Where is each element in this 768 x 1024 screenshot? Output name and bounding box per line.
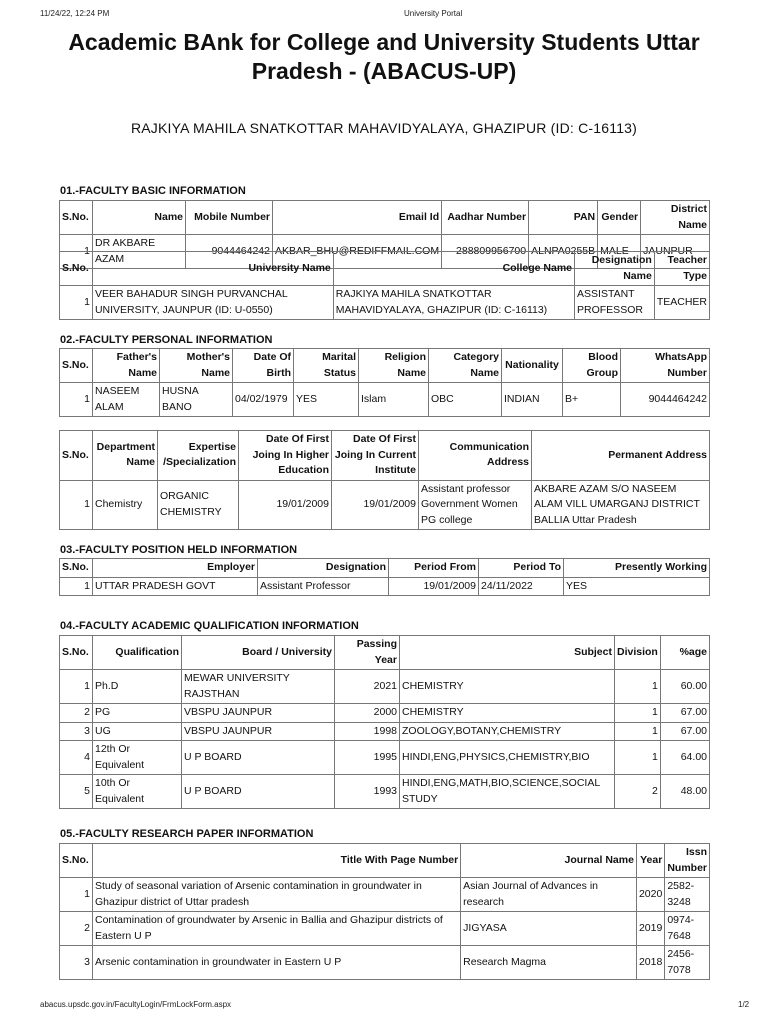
cell-subject: HINDI,ENG,MATH,BIO,SCIENCE,SOCIAL STUDY bbox=[400, 775, 615, 809]
col-religion: Religion Name bbox=[359, 349, 429, 383]
col-sno: S.No. bbox=[60, 201, 93, 235]
cell-sno: 2 bbox=[60, 704, 93, 723]
col-sno: S.No. bbox=[60, 559, 93, 578]
cell-division: 1 bbox=[615, 670, 661, 704]
cell-subject: CHEMISTRY bbox=[400, 670, 615, 704]
college-heading: RAJKIYA MAHILA SNATKOTTAR MAHAVIDYALAYA, GHAZIPUR (ID: C-16113) bbox=[130, 120, 638, 136]
cell-year: 1995 bbox=[335, 741, 400, 775]
cell-percentage: 64.00 bbox=[660, 741, 709, 775]
print-title: University Portal bbox=[404, 9, 463, 18]
print-date: 11/24/22, 12:24 PM bbox=[40, 9, 110, 18]
table-header-row bbox=[60, 559, 710, 578]
cell-division: 1 bbox=[615, 722, 661, 741]
cell-presently-working: YES bbox=[564, 577, 710, 596]
cell-whatsapp: 9044464242 bbox=[621, 383, 710, 417]
cell-blood: B+ bbox=[563, 383, 621, 417]
table-row bbox=[60, 704, 710, 723]
col-board: Board / University bbox=[182, 636, 335, 670]
cell-qualification: 12th Or Equivalent bbox=[93, 741, 182, 775]
cell-first-higher: 19/01/2009 bbox=[239, 480, 332, 530]
cell-year: 1998 bbox=[335, 722, 400, 741]
cell-nationality: INDIAN bbox=[502, 383, 563, 417]
cell-sno: 3 bbox=[60, 946, 93, 980]
table-row bbox=[60, 286, 710, 320]
col-designation: Designation Name bbox=[575, 252, 655, 286]
cell-qualification: UG bbox=[93, 722, 182, 741]
cell-issn: 2456-7078 bbox=[665, 946, 710, 980]
col-expertise: Expertise /Specialization bbox=[158, 431, 239, 481]
cell-board: U P BOARD bbox=[182, 775, 335, 809]
cell-board: MEWAR UNIVERSITY RAJSTHAN bbox=[182, 670, 335, 704]
table-header-row bbox=[60, 252, 710, 286]
col-journal: Journal Name bbox=[461, 844, 637, 878]
col-division: Division bbox=[615, 636, 661, 670]
table-header-row bbox=[60, 349, 710, 383]
cell-department: Chemistry bbox=[93, 480, 158, 530]
cell-dob: 04/02/1979 bbox=[233, 383, 294, 417]
table-row bbox=[60, 722, 710, 741]
section-academic-title: 04.-FACULTY ACADEMIC QUALIFICATION INFORMATION bbox=[60, 620, 359, 632]
col-employer: Employer bbox=[93, 559, 258, 578]
col-father: Father's Name bbox=[93, 349, 160, 383]
print-footer-url: abacus.upsdc.gov.in/FacultyLogin/FrmLockForm.aspx bbox=[40, 1000, 232, 1009]
col-department: Department Name bbox=[93, 431, 158, 481]
section-position-title: 03.-FACULTY POSITION HELD INFORMATION bbox=[60, 544, 298, 556]
col-name: Name bbox=[93, 201, 186, 235]
col-whatsapp: WhatsApp Number bbox=[621, 349, 710, 383]
cell-university: VEER BAHADUR SINGH PURVANCHAL UNIVERSITY, JAUNPUR (ID: U-0550) bbox=[92, 286, 333, 320]
cell-category: OBC bbox=[429, 383, 502, 417]
col-pan: PAN bbox=[529, 201, 598, 235]
col-permanent: Permanent Address bbox=[532, 431, 710, 481]
cell-communication: Assistant professor Government Women PG college bbox=[419, 480, 532, 530]
cell-period-from: 19/01/2009 bbox=[389, 577, 479, 596]
cell-qualification: Ph.D bbox=[93, 670, 182, 704]
table-row bbox=[60, 383, 710, 417]
cell-sno: 5 bbox=[60, 775, 93, 809]
col-communication: Communication Address bbox=[419, 431, 532, 481]
cell-subject: HINDI,ENG,PHYSICS,CHEMISTRY,BIO bbox=[400, 741, 615, 775]
cell-year: 2020 bbox=[636, 878, 664, 912]
table-header-row bbox=[60, 636, 710, 670]
col-presently-working: Presently Working bbox=[564, 559, 710, 578]
cell-gender: MALE bbox=[598, 235, 641, 269]
col-period-from: Period From bbox=[389, 559, 479, 578]
col-sno: S.No. bbox=[60, 431, 93, 481]
cell-year: 2021 bbox=[335, 670, 400, 704]
cell-sno: 4 bbox=[60, 741, 93, 775]
print-footer-page: 1/2 bbox=[738, 1000, 750, 1009]
col-teacher-type: Teacher Type bbox=[654, 252, 709, 286]
academic-table bbox=[59, 635, 710, 809]
col-sno: S.No. bbox=[60, 844, 93, 878]
table-row bbox=[60, 912, 710, 946]
col-issn: Issn Number bbox=[665, 844, 710, 878]
col-dob: Date Of Birth bbox=[233, 349, 294, 383]
cell-pan: ALNPA0255B bbox=[529, 235, 598, 269]
table-row bbox=[60, 878, 710, 912]
table-row bbox=[60, 946, 710, 980]
cell-percentage: 60.00 bbox=[660, 670, 709, 704]
table-row bbox=[60, 577, 710, 596]
section-research-title: 05.-FACULTY RESEARCH PAPER INFORMATION bbox=[60, 828, 314, 840]
col-passing-year: Passing Year bbox=[335, 636, 400, 670]
cell-mobile: 9044464242 bbox=[186, 235, 273, 269]
cell-journal: JIGYASA bbox=[461, 912, 637, 946]
cell-first-current: 19/01/2009 bbox=[332, 480, 419, 530]
col-category: Category Name bbox=[429, 349, 502, 383]
cell-college: RAJKIYA MAHILA SNATKOTTAR MAHAVIDYALAYA, GHAZIPUR (ID: C-16113) bbox=[333, 286, 574, 320]
table-row bbox=[60, 670, 710, 704]
col-aadhar: Aadhar Number bbox=[442, 201, 529, 235]
appointment-table bbox=[59, 251, 710, 320]
department-table bbox=[59, 430, 710, 530]
col-first-higher: Date Of First Joing In Higher Education bbox=[239, 431, 332, 481]
col-subject: Subject bbox=[400, 636, 615, 670]
col-email: Email Id bbox=[273, 201, 442, 235]
cell-teacher-type: TEACHER bbox=[654, 286, 709, 320]
cell-percentage: 48.00 bbox=[660, 775, 709, 809]
cell-year: 2018 bbox=[636, 946, 664, 980]
cell-division: 1 bbox=[615, 741, 661, 775]
cell-name: DR AKBARE AZAM bbox=[93, 235, 186, 269]
section-basic-title: 01.-FACULTY BASIC INFORMATION bbox=[60, 185, 246, 197]
col-mobile: Mobile Number bbox=[186, 201, 273, 235]
cell-sno: 1 bbox=[60, 235, 93, 269]
col-college: College Name bbox=[333, 252, 574, 286]
cell-marital: YES bbox=[294, 383, 359, 417]
research-table bbox=[59, 843, 710, 980]
col-first-current: Date Of First Joing In Current Institute bbox=[332, 431, 419, 481]
cell-employer: UTTAR PRADESH GOVT bbox=[93, 577, 258, 596]
col-qualification: Qualification bbox=[93, 636, 182, 670]
cell-board: VBSPU JAUNPUR bbox=[182, 704, 335, 723]
cell-period-to: 24/11/2022 bbox=[479, 577, 564, 596]
cell-title: Study of seasonal variation of Arsenic contamination in groundwater in Ghazipur district of Uttar pradesh bbox=[92, 878, 460, 912]
section-personal-title: 02.-FACULTY PERSONAL INFORMATION bbox=[60, 334, 273, 346]
cell-issn: 0974-7648 bbox=[665, 912, 710, 946]
cell-father: NASEEM ALAM bbox=[93, 383, 160, 417]
cell-permanent: AKBARE AZAM S/O NASEEM ALAM VILL UMARGANJ DISTRICT BALLIA Uttar Pradesh bbox=[532, 480, 710, 530]
cell-sno: 1 bbox=[60, 670, 93, 704]
cell-year: 1993 bbox=[335, 775, 400, 809]
cell-qualification: 10th Or Equivalent bbox=[93, 775, 182, 809]
col-period-to: Period To bbox=[479, 559, 564, 578]
cell-subject: CHEMISTRY bbox=[400, 704, 615, 723]
col-sno: S.No. bbox=[60, 252, 93, 286]
cell-qualification: PG bbox=[93, 704, 182, 723]
table-header-row bbox=[60, 201, 710, 235]
col-year: Year bbox=[636, 844, 664, 878]
cell-year: 2000 bbox=[335, 704, 400, 723]
cell-email: AKBAR_BHU@REDIFFMAIL.COM bbox=[273, 235, 442, 269]
page-title: Academic BAnk for College and University Students Uttar Pradesh - (ABACUS-UP) bbox=[68, 29, 700, 84]
table-row bbox=[60, 775, 710, 809]
cell-title: Contamination of groundwater by Arsenic in Ballia and Ghazipur districts of Eastern U P bbox=[92, 912, 460, 946]
cell-division: 2 bbox=[615, 775, 661, 809]
col-percentage: %age bbox=[660, 636, 709, 670]
col-district: District Name bbox=[641, 201, 710, 235]
cell-issn: 2582-3248 bbox=[665, 878, 710, 912]
cell-religion: Islam bbox=[359, 383, 429, 417]
position-table bbox=[59, 558, 710, 596]
col-mother: Mother's Name bbox=[160, 349, 233, 383]
cell-board: VBSPU JAUNPUR bbox=[182, 722, 335, 741]
col-marital: Marital Status bbox=[294, 349, 359, 383]
cell-division: 1 bbox=[615, 704, 661, 723]
col-university: University Name bbox=[92, 252, 333, 286]
col-blood: Blood Group bbox=[563, 349, 621, 383]
cell-sno: 1 bbox=[60, 383, 93, 417]
cell-sno: 1 bbox=[60, 878, 93, 912]
cell-sno: 3 bbox=[60, 722, 93, 741]
cell-designation: ASSISTANT PROFESSOR bbox=[575, 286, 655, 320]
table-header-row bbox=[60, 431, 710, 481]
table-row bbox=[60, 480, 710, 530]
col-gender: Gender bbox=[598, 201, 641, 235]
cell-mother: HUSNA BANO bbox=[160, 383, 233, 417]
cell-journal: Asian Journal of Advances in research bbox=[461, 878, 637, 912]
cell-sno: 1 bbox=[60, 480, 93, 530]
cell-percentage: 67.00 bbox=[660, 704, 709, 723]
col-title: Title With Page Number bbox=[92, 844, 460, 878]
personal-info-table bbox=[59, 348, 710, 417]
cell-aadhar: 288809956700 bbox=[442, 235, 529, 269]
cell-board: U P BOARD bbox=[182, 741, 335, 775]
cell-percentage: 67.00 bbox=[660, 722, 709, 741]
cell-subject: ZOOLOGY,BOTANY,CHEMISTRY bbox=[400, 722, 615, 741]
cell-expertise: ORGANIC CHEMISTRY bbox=[158, 480, 239, 530]
table-row bbox=[60, 741, 710, 775]
cell-district: JAUNPUR bbox=[641, 235, 710, 269]
table-header-row bbox=[60, 844, 710, 878]
cell-year: 2019 bbox=[636, 912, 664, 946]
cell-title: Arsenic contamination in groundwater in Eastern U P bbox=[92, 946, 460, 980]
cell-sno: 2 bbox=[60, 912, 93, 946]
cell-sno: 1 bbox=[60, 286, 93, 320]
col-designation: Designation bbox=[258, 559, 389, 578]
col-nationality: Nationality bbox=[502, 349, 563, 383]
cell-sno: 1 bbox=[60, 577, 93, 596]
col-sno: S.No. bbox=[60, 636, 93, 670]
col-sno: S.No. bbox=[60, 349, 93, 383]
cell-designation: Assistant Professor bbox=[258, 577, 389, 596]
cell-journal: Research Magma bbox=[461, 946, 637, 980]
